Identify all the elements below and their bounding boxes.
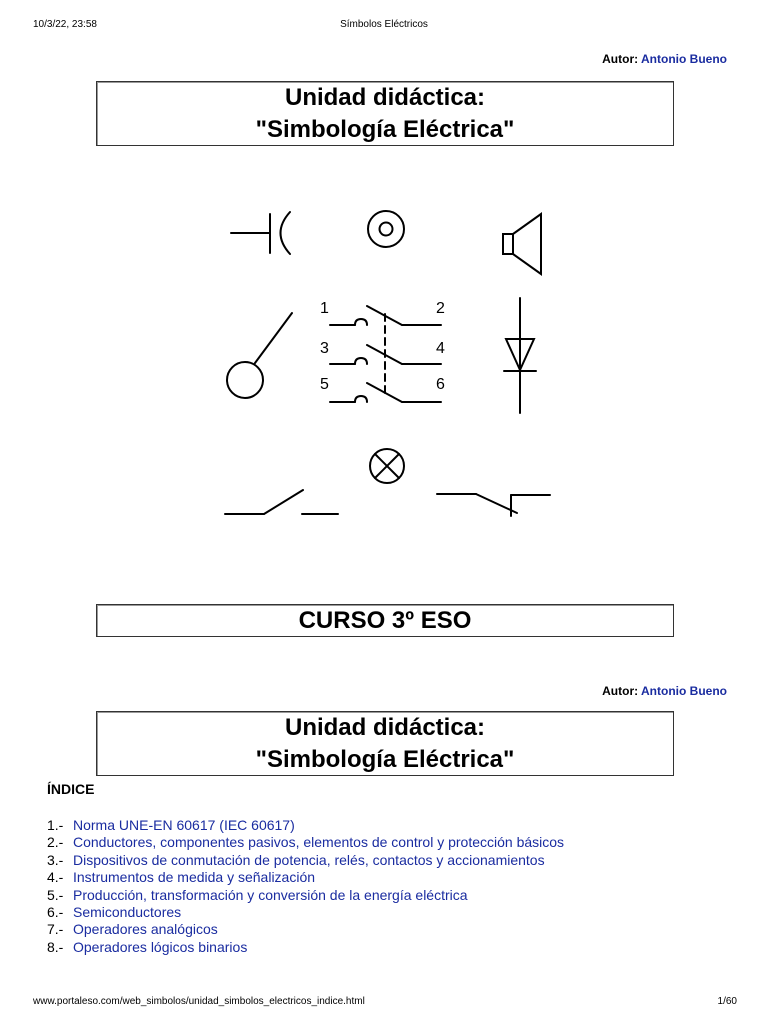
loudspeaker-icon	[503, 214, 541, 274]
title-line-1: Unidad didáctica:	[284, 84, 486, 111]
author-line-2	[602, 684, 727, 698]
index-number: 3.-	[47, 851, 64, 868]
index-link[interactable]: Operadores lógicos binarios	[73, 938, 248, 955]
contact-number: 3	[320, 340, 329, 357]
index-heading: ÍNDICE	[47, 781, 95, 797]
list-item	[47, 834, 564, 851]
print-datetime: 10/3/22, 23:58	[33, 19, 97, 30]
author-name: Antonio Bueno	[641, 684, 727, 698]
index-link[interactable]: Semiconductores	[73, 904, 182, 921]
diode-icon	[504, 298, 536, 413]
signal-lamp-icon	[370, 449, 404, 483]
title-line-2: "Simbología Eléctrica"	[255, 746, 515, 773]
switch-contact-icon	[225, 490, 338, 514]
list-item	[47, 887, 564, 904]
contact-number: 4	[436, 340, 445, 357]
lever-switch-icon	[227, 313, 292, 398]
title-line-1: Unidad didáctica:	[284, 714, 486, 741]
author-name: Antonio Bueno	[641, 52, 727, 66]
index-number: 2.-	[47, 834, 64, 851]
index-number: 8.-	[47, 938, 64, 955]
list-item	[47, 904, 564, 921]
three-pole-contactor-icon	[320, 300, 445, 402]
list-item	[47, 939, 564, 956]
contact-number: 2	[436, 300, 445, 317]
index-number: 7.-	[47, 921, 64, 938]
list-item	[47, 817, 564, 834]
index-number: 5.-	[47, 886, 64, 903]
author-label: Autor:	[602, 684, 639, 698]
title-line-2: "Simbología Eléctrica"	[255, 116, 515, 143]
contact-number: 5	[320, 376, 329, 393]
index-link[interactable]: Operadores analógicos	[73, 921, 218, 938]
index-link[interactable]: Conductores, componentes pasivos, elementos de control y protección básicos	[73, 834, 565, 851]
index-number: 1.-	[47, 817, 64, 833]
list-item	[47, 852, 564, 869]
contact-number: 1	[320, 300, 329, 317]
contact-number: 6	[436, 376, 445, 393]
index-link[interactable]: Norma UNE-EN 60617 (IEC 60617)	[73, 817, 295, 833]
index-list	[47, 817, 564, 956]
list-item	[47, 921, 564, 938]
changeover-contact-icon	[437, 494, 550, 516]
jack-icon	[231, 212, 290, 254]
index-link[interactable]: Instrumentos de medida y señalización	[73, 869, 316, 886]
buzzer-icon	[368, 211, 404, 247]
author-label: Autor:	[602, 52, 639, 66]
course-label: CURSO 3º ESO	[298, 607, 472, 634]
footer-url: www.portaleso.com/web_simbolos/unidad_simbolos_electricos_indice.html	[33, 996, 365, 1007]
index-number: 4.-	[47, 869, 64, 886]
course-box	[96, 604, 674, 637]
index-link[interactable]: Dispositivos de conmutación de potencia, relés, contactos y accionamientos	[73, 851, 545, 868]
title-box-2	[96, 711, 674, 776]
list-item	[47, 869, 564, 886]
footer-page-number: 1/60	[717, 996, 737, 1007]
print-page-title: Símbolos Eléctricos	[340, 19, 428, 30]
index-link[interactable]: Producción, transformación y conversión de la energía eléctrica	[73, 886, 468, 903]
index-number: 6.-	[47, 904, 64, 921]
